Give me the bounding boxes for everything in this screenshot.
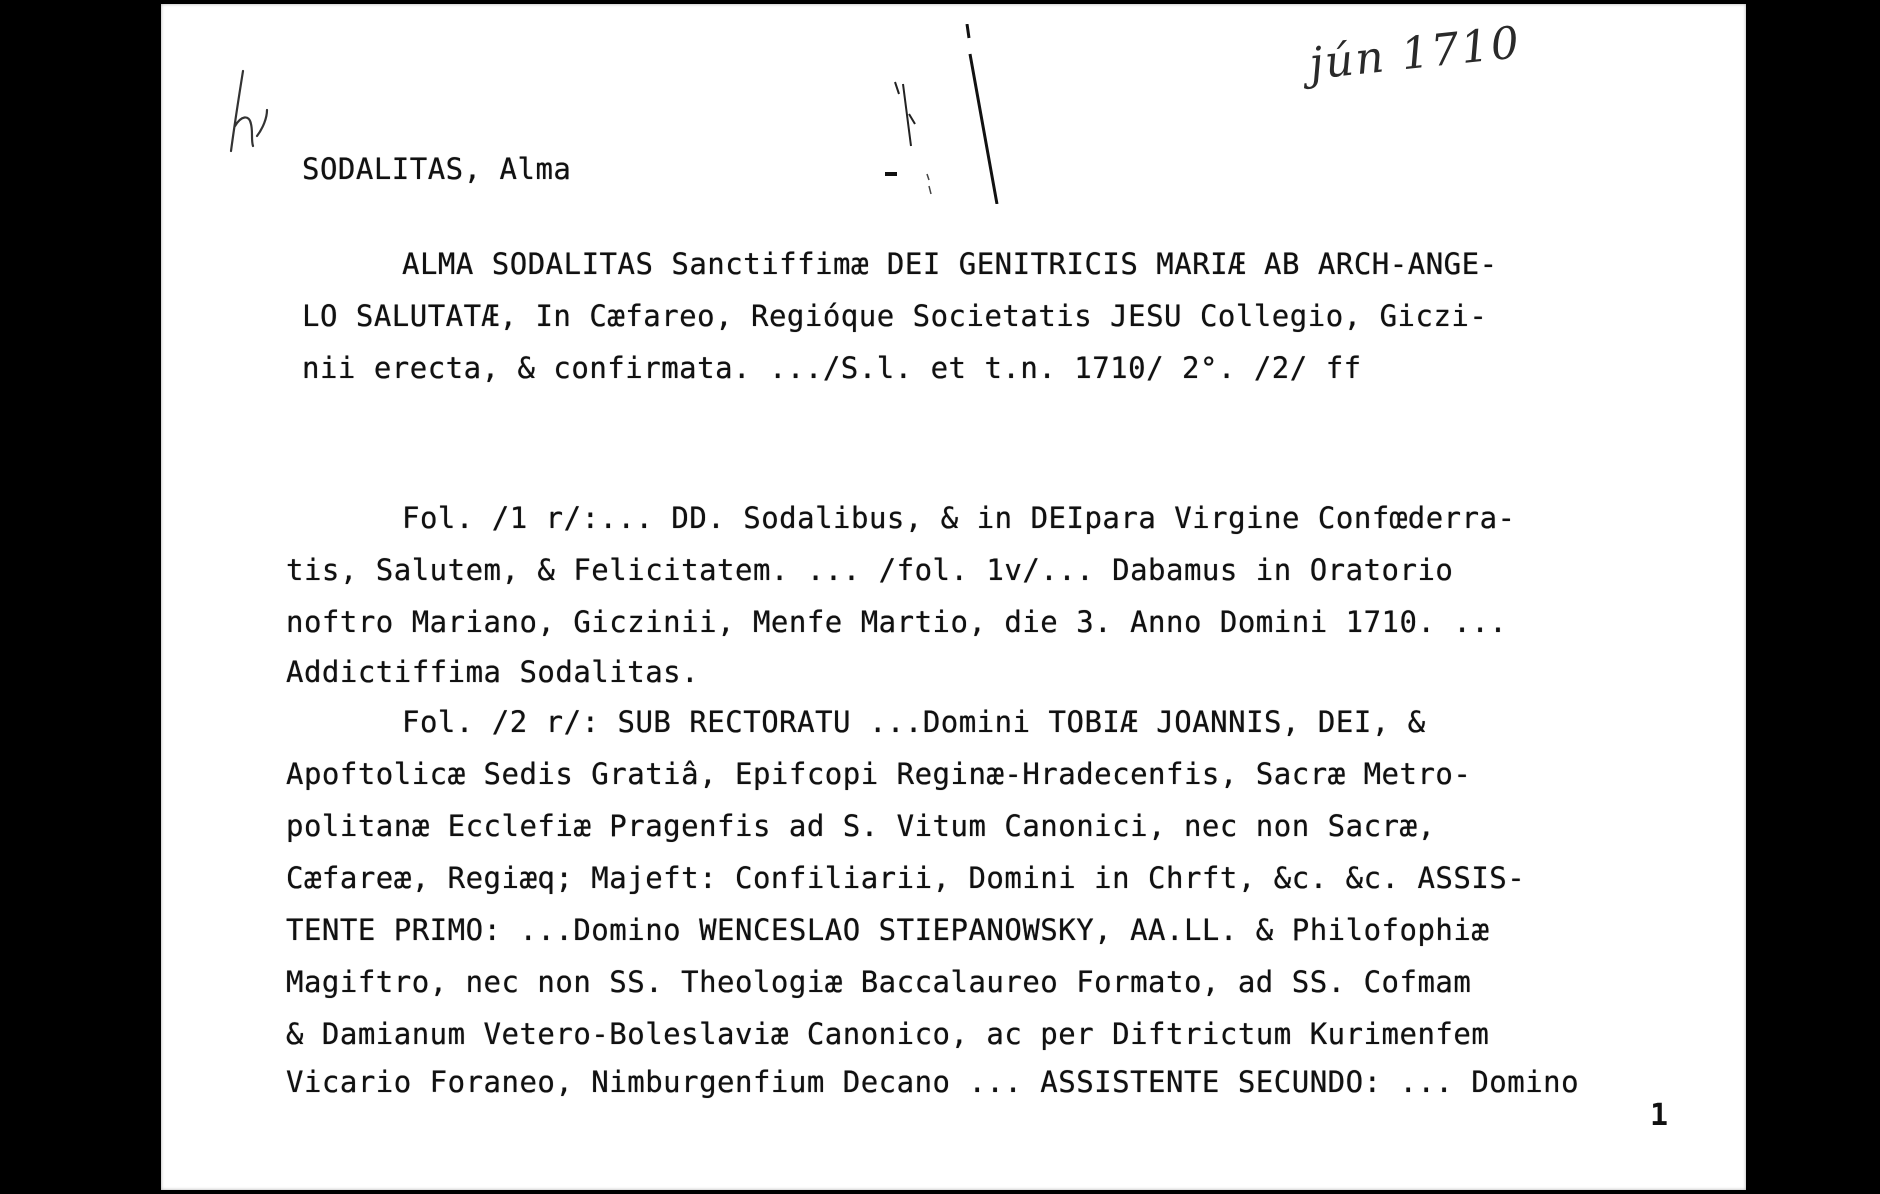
handwritten-date-annotation: jún 1710 — [1306, 17, 1524, 90]
title-line: ALMA SODALITAS Sanctiffimæ DEI GENITRICIS MARIÆ AB ARCH-ANGE- — [402, 247, 1498, 281]
pencil-strokes-icon — [881, 24, 1001, 204]
page-number: 1 — [1650, 1098, 1669, 1133]
body-line: TENTE PRIMO: ...Domino WENCESLAO STIEPANOWSKY, AA.LL. & Philofophiæ — [286, 913, 1490, 947]
title-line: nii erecta, & confirmata. .../S.l. et t.n. 1710/ 2°. /2/ ff — [302, 351, 1362, 385]
body-line: politanæ Ecclefiæ Pragenfis ad S. Vitum Canonici, nec non Sacræ, — [286, 809, 1436, 843]
body-line: Fol. /2 r/: SUB RECTORATU ...Domini TOBIÆ JOANNIS, DEI, & — [402, 705, 1426, 739]
body-line: Addictiffima Sodalitas. — [286, 655, 700, 689]
body-line: noftro Mariano, Giczinii, Menfe Martio, die 3. Anno Domini 1710. ... — [286, 605, 1508, 639]
catalog-card — [161, 4, 1746, 1190]
body-line: Apoftolicæ Sedis Gratiâ, Epifcopi Reginæ-Hradecenfis, Sacræ Metro- — [286, 757, 1472, 791]
body-line: tis, Salutem, & Felicitatem. ... /fol. 1v/... Dabamus in Oratorio — [286, 553, 1454, 587]
handwritten-mark-icon — [223, 66, 283, 156]
body-line: Cæfareæ, Regiæq; Majeft: Confiliarii, Domini in Chrft, &c. &c. ASSIS- — [286, 861, 1526, 895]
body-line: Magiftro, nec non SS. Theologiæ Baccalaureo Formato, ad SS. Cofmam — [286, 965, 1472, 999]
card-heading: SODALITAS, Alma — [302, 152, 572, 186]
body-line: Vicario Foraneo, Nimburgenfium Decano ... ASSISTENTE SECUNDO: ... Domino — [286, 1065, 1580, 1099]
body-line: & Damianum Vetero-Boleslaviæ Canonico, ac per Diftrictum Kurimenfem — [286, 1017, 1490, 1051]
title-line: LO SALUTATÆ, In Cæfareo, Regióque Societatis JESU Collegio, Giczi- — [302, 299, 1488, 333]
body-line: Fol. /1 r/:... DD. Sodalibus, & in DEIpara Virgine Confœderra- — [402, 501, 1516, 535]
